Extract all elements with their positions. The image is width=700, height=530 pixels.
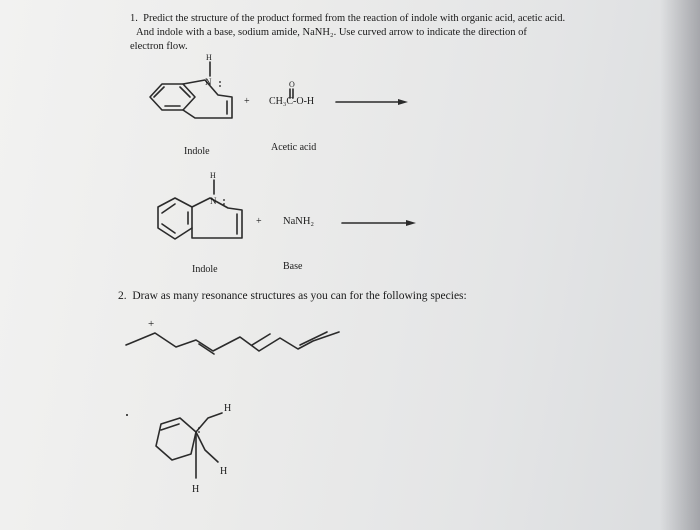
- question-1-line-1: 1. Predict the structure of the product formed from the reaction of indole with organic acid, acetic acid.: [130, 13, 566, 24]
- positive-charge-label: +: [148, 318, 155, 330]
- h-label-bottom: H: [192, 484, 200, 495]
- indole-label-2: Indole: [192, 264, 218, 275]
- indole-structure-1: [150, 53, 232, 118]
- conjugated-cation-chain: [126, 318, 339, 354]
- atom-h-label: H: [210, 171, 216, 180]
- acetic-acid-label: Acetic acid: [271, 142, 317, 153]
- atom-n-label: N: [210, 196, 217, 206]
- atom-h-label: H: [206, 53, 212, 62]
- h-label-right: H: [220, 466, 228, 477]
- reaction-arrow-2: [342, 220, 416, 226]
- page-edge-shadow: [660, 0, 700, 530]
- atom-n-label: N: [205, 77, 212, 87]
- plus-sign-1: +: [244, 96, 250, 107]
- plus-sign-2: +: [256, 216, 262, 227]
- h-label-top: H: [224, 403, 232, 414]
- question-1-line-2: And indole with a base, sodium amide, NaNH₂. Use curved arrow to indicate the direction of: [136, 27, 527, 38]
- indole-structure-2: [158, 171, 242, 239]
- question-2-text: 2. Draw as many resonance structures as you can for the following species:: [118, 290, 467, 302]
- question-1-line-3: electron flow.: [130, 41, 188, 52]
- sodium-amide-formula: NaNH₂: [283, 216, 315, 227]
- indole-label-1: Indole: [184, 146, 210, 157]
- reaction-arrow-1: [336, 99, 408, 105]
- acetic-acid-formula: CH₃C-O-H: [269, 96, 315, 107]
- svg-text:O: O: [289, 80, 295, 89]
- cyclohexene-species: [126, 403, 231, 495]
- base-label: Base: [283, 261, 303, 272]
